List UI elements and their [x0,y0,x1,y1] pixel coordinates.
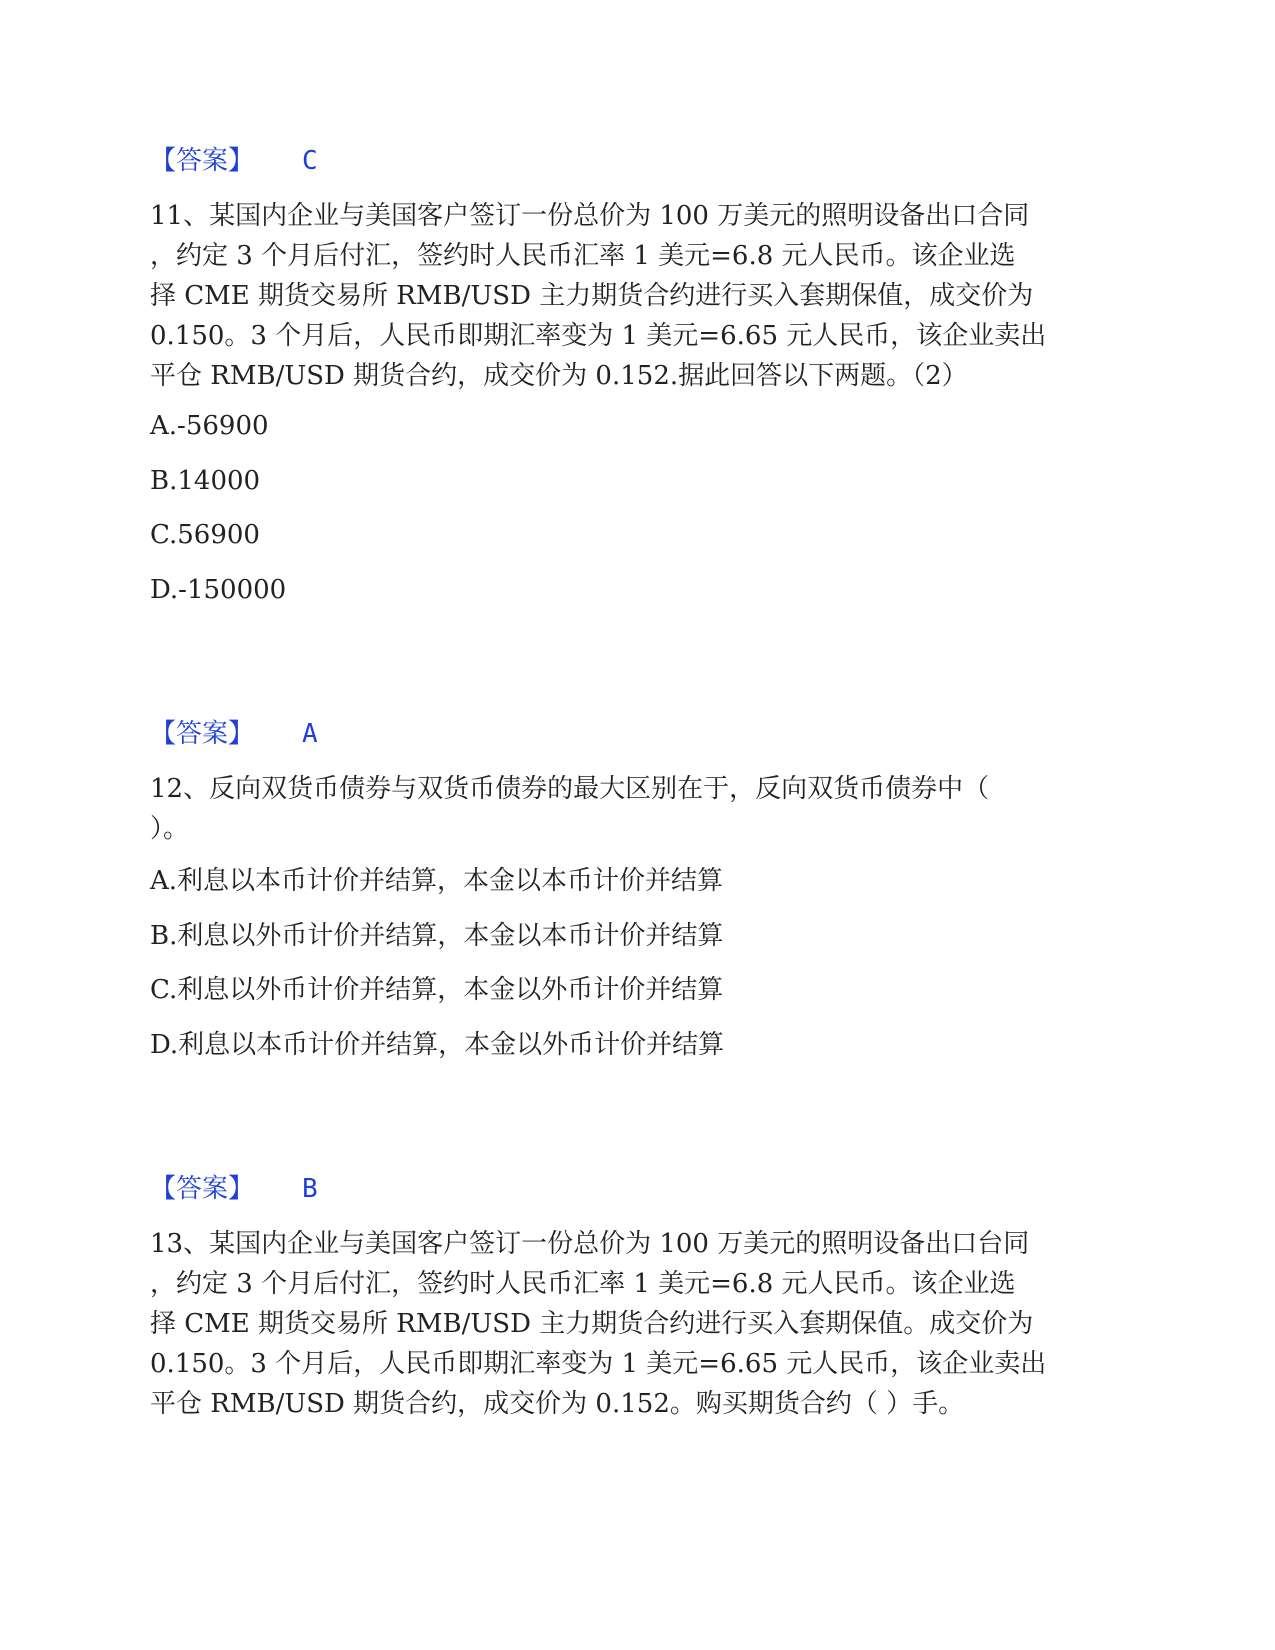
option-d: D.利息以本币计价并结算，本金以外币计价并结算 [150,1030,725,1060]
question-line: 平仓 RMB/USD 期货合约，成交价为 0.152.据此回答以下两题。（2） [150,361,968,391]
option-c: C.利息以外币计价并结算，本金以外币计价并结算 [150,975,724,1005]
answer-label: 【答案】 [150,146,255,176]
question-line: ）。 [150,814,190,844]
question-line: 11、某国内企业与美国客户签订一份总价为 100 万美元的照明设备出口合同 [150,201,1030,231]
answer-value: A [302,719,318,749]
question-line: 0.150。3 个月后，人民币即期汇率变为 1 美元=6.65 元人民币，该企业卖出 [150,1349,1047,1379]
answer-line-11 [150,717,318,751]
answer-line-10 [150,144,318,178]
question-11 [150,196,1110,396]
question-line: 12、反向双货币债券与双货币债券的最大区别在于，反向双货币债券中（ [150,774,990,804]
question-line: 择 CME 期货交易所 RMB/USD 主力期货合约进行买入套期保值。成交价为 [150,1309,1034,1339]
option-a: A.-56900 [150,411,269,441]
option-d: D.-150000 [150,575,287,605]
question-line: ，约定 3 个月后付汇，签约时人民币汇率 1 美元=6.8 元人民币。该企业选 [150,1269,1016,1299]
question-13 [150,1224,1110,1424]
question-line: 择 CME 期货交易所 RMB/USD 主力期货合约进行买入套期保值，成交价为 [150,281,1034,311]
option-c: C.56900 [150,520,260,550]
answer-value: B [302,1174,318,1204]
question-12 [150,769,1110,849]
option-a: A.利息以本币计价并结算，本金以本币计价并结算 [150,866,724,896]
answer-line-12 [150,1172,318,1206]
option-b: B.14000 [150,466,261,496]
answer-label: 【答案】 [150,719,255,749]
answer-value: C [302,146,318,176]
question-line: ，约定 3 个月后付汇，签约时人民币汇率 1 美元=6.8 元人民币。该企业选 [150,241,1016,271]
option-b: B.利息以外币计价并结算，本金以本币计价并结算 [150,921,724,951]
question-line: 平仓 RMB/USD 期货合约，成交价为 0.152。购买期货合约（ ）手。 [150,1389,965,1419]
question-line: 13、某国内企业与美国客户签订一份总价为 100 万美元的照明设备出口台同 [150,1229,1030,1259]
answer-label: 【答案】 [150,1174,255,1204]
question-line: 0.150。3 个月后，人民币即期汇率变为 1 美元=6.65 元人民币，该企业卖出 [150,321,1047,351]
